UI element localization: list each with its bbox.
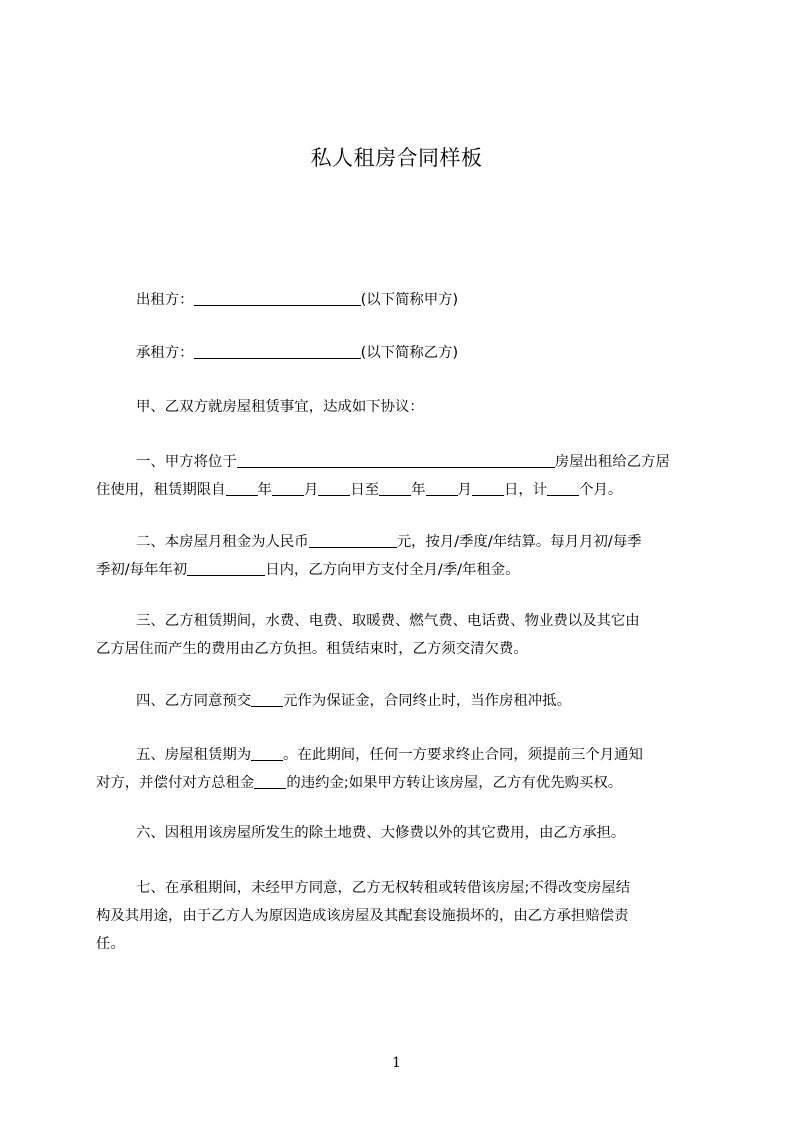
intro-text: 甲、乙双方就房屋租赁事宜，达成如下协议： — [136, 399, 424, 415]
clause-7 — [96, 874, 704, 958]
clause-6-line-1: 六、因租用该房屋所发生的除土地费、大修费以外的其它费用，由乙方承担。 — [136, 825, 626, 841]
clause-5 — [96, 741, 704, 797]
page-number: 1 — [392, 1055, 401, 1071]
lessee-label: 承租方： — [136, 345, 194, 361]
clause-1-text-g: 年 — [411, 482, 426, 498]
clause-4-text-b: 元作为保证金，合同终止时，当作房租冲抵。 — [283, 693, 571, 709]
clause-5-text-b: 。在此期间，任何一方要求终止合同，须提前三个月通知 — [283, 747, 643, 763]
clause-4-line-1 — [96, 687, 704, 715]
deposit-blank — [251, 689, 283, 707]
lessor-paragraph — [96, 286, 704, 314]
clause-2-text-a: 二、本房屋月租金为人民币 — [136, 534, 309, 550]
clause-2-line-2 — [96, 556, 704, 584]
clause-6 — [96, 819, 704, 847]
payment-days-blank — [187, 558, 265, 576]
property-address-blank — [237, 450, 555, 468]
clause-5-line-1 — [96, 741, 704, 769]
lessor-line — [96, 286, 704, 314]
document-title: 私人租房合同样板 — [310, 146, 483, 170]
clause-2-text-b: 元，按月/季度/年结算。每月月初/每季 — [396, 534, 642, 550]
clause-5-text-c: 对方，并偿付对方总租金 — [96, 775, 255, 791]
lessor-name-blank — [194, 288, 361, 306]
clause-5-line-2 — [96, 769, 704, 797]
lessee-paragraph — [96, 339, 704, 367]
intro-paragraph — [96, 393, 704, 421]
lessee-line — [96, 339, 704, 367]
end-day-blank — [472, 478, 504, 496]
clause-1-line-2 — [96, 476, 704, 504]
start-day-blank — [318, 478, 350, 496]
clause-1-text-c: 住使用，租赁期限自 — [96, 482, 226, 498]
lessor-label: 出租方： — [136, 292, 194, 308]
lessee-name-blank — [194, 341, 361, 359]
clause-4-text-a: 四、乙方同意预交 — [136, 693, 252, 709]
clause-5-text-a: 五、房屋租赁期为 — [136, 747, 252, 763]
lease-term-blank — [251, 743, 283, 761]
clause-3 — [96, 607, 704, 663]
clause-1-text-i: 日，计 — [503, 482, 548, 498]
clause-1-text-d: 年 — [257, 482, 272, 498]
lessor-suffix: (以下简称甲方) — [360, 292, 459, 308]
clause-1-text-b: 房屋出租给乙方居 — [554, 454, 670, 470]
clause-2-text-c: 季初/每年年初 — [96, 562, 188, 578]
clause-4 — [96, 687, 704, 715]
monthly-rent-blank — [309, 530, 397, 548]
clause-1-text-j: 个月。 — [579, 482, 623, 498]
clause-7-line-2: 构及其用途，由于乙方人为原因造成该房屋及其配套设施损坏的，由乙方承担赔偿责 — [96, 908, 629, 924]
lessee-suffix: (以下简称乙方) — [360, 345, 459, 361]
start-month-blank — [272, 478, 304, 496]
clause-1-text-h: 月 — [457, 482, 472, 498]
end-month-blank — [426, 478, 458, 496]
penalty-blank — [254, 771, 286, 789]
clause-3-line-2: 乙方居住而产生的费用由乙方负担。租赁结束时，乙方须交清欠费。 — [96, 641, 528, 657]
clause-2-line-1 — [96, 528, 704, 556]
clause-5-text-d: 的违约金;如果甲方转让该房屋，乙方有优先购买权。 — [286, 775, 623, 791]
clause-3-line-1: 三、乙方租赁期间，水费、电费、取暖费、燃气费、电话费、物业费以及其它由 — [136, 613, 640, 629]
clause-1-line-1 — [96, 448, 704, 476]
clause-1-text-a: 一、甲方将位于 — [136, 454, 237, 470]
months-blank — [547, 478, 579, 496]
clause-7-line-1: 七、在承租期间，未经甲方同意，乙方无权转租或转借该房屋;不得改变房屋结 — [136, 880, 631, 896]
clause-7-line-3: 任。 — [96, 936, 125, 952]
start-year-blank — [226, 478, 258, 496]
clause-2-text-d: 日内，乙方向甲方支付全月/季/年租金。 — [265, 562, 520, 578]
end-year-blank — [379, 478, 411, 496]
clause-1-text-f: 日至 — [350, 482, 380, 498]
clause-2 — [96, 528, 704, 584]
clause-1-text-e: 月 — [303, 482, 319, 498]
clause-1 — [96, 448, 704, 504]
